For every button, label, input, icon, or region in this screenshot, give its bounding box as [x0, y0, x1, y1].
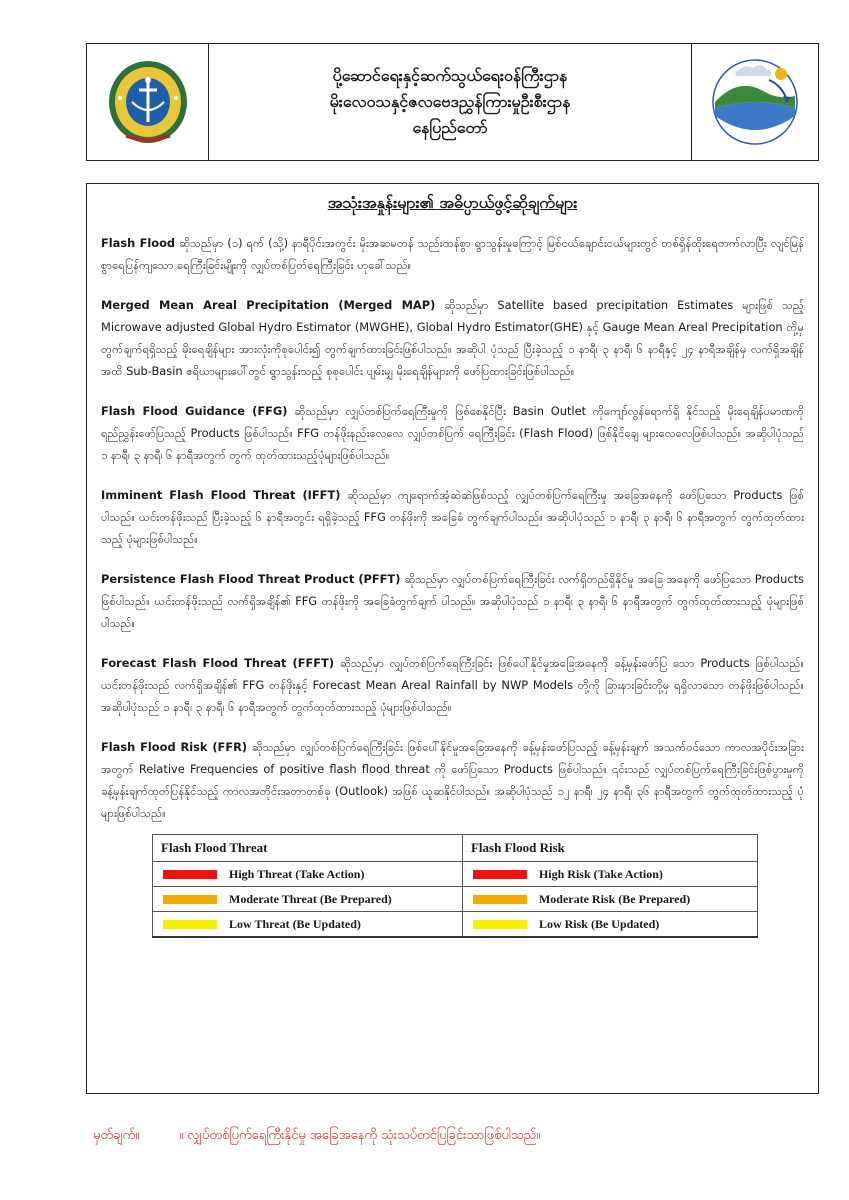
ministry-name: ပို့ဆောင်ရေးနှင့်ဆက်သွယ်ရေးဝန်ကြီးဌာန	[332, 66, 568, 85]
definition-paragraph	[101, 232, 804, 276]
definition-text: ဆိုသည်မှာ လျှပ်တစ်ပြက်ရေကြီးခြင်း ဖြစ်ပေါ်နိုင်မှုအခြေအနေကို ခန့်မှန်းဖော်ပြသည့် ခန့်မှန်းချက် အသက်ဝင်သော ကာလအပိုင်းအခြားအတွက် Relative Frequencies of positive flash flood threat ကို ဖော်ပြသော Products ဖြစ်ပါသည်။ ၎င်းသည် လျှပ်တစ်ပြက်ရေကြီးခြင်းဖြစ်ပွားမှုကို ခန့်မှန်းချက်ထုတ်ပြန်နိုင်သည့် ကာလအတိုင်းအတာတစ်ခု (Outlook) အဖြစ် ယူဆနိုင်ပါသည်။ အဆိုပါပုံသည် ၁၂ နာရီ၊ ၂၄ နာရီ၊ ၃၆ နာရီအတွက် တွက်ထုတ်ထားသည့် ပုံများဖြစ်ပါသည်။	[101, 740, 804, 820]
risk-level-label: Moderate Risk (Be Prepared)	[538, 891, 691, 906]
legend-threat-cell	[153, 887, 463, 912]
legend-risk-cell	[462, 912, 757, 938]
ministry-emblem-icon	[106, 58, 190, 146]
note-text: ။ လျှပ်တစ်ပြက်ရေကြီးနိုင်မှု အခြေအနေကို သုံးသပ်တင်ပြခြင်းသာဖြစ်ပါသည်။	[179, 1128, 541, 1143]
high-color-swatch	[163, 870, 217, 879]
definition-text: ဆိုသည်မှာ ကျရောက်အံ့ဆဲဆဲဖြစ်သည့် လျှပ်တစ်ပြက်ရေကြီးမှု အခြေအနေကို ဖော်ပြသော Products ဖြစ်ပါသည်။ ယင်းတန်ဖိုးသည် ပြီးခဲ့သည့် ၆ နာရီအတွင်း ရရှိခဲ့သည့် FFG တန်ဖိုးကို အခြေခံ တွက်ချက်ပါသည်။ အဆိုပါပုံသည် ၁ နာရီ၊ ၃ နာရီ၊ ၆ နာရီအတွက် တွက်ထုတ်ထားသည့် ပုံများဖြစ်ပါသည်။	[101, 488, 804, 546]
definition-text: ဆိုသည်မှာ (၁) ရက် (သို့) နာရီပိုင်းအတွင်း မိုးအဆမတန် သည်းထန်စွာ ရွာသွန်းမှုကြောင့် မြစ်ငယ်ချောင်းငယ်များတွင် တစ်ရှိန်ထိုးရေတက်လာပြီး လျင်မြန်စွာရေပြန်ကျသော ရေကြီးခြင်းမျိုးကို လျှပ်တစ်ပြတ်ရေကြီးခြင်း ဟုခေါ်သည်။	[101, 236, 804, 272]
threat-column-header: Flash Flood Threat	[153, 835, 463, 862]
legend-risk-cell	[462, 887, 757, 912]
definition-paragraph	[101, 652, 804, 718]
note-label: မှတ်ချက်။	[93, 1128, 140, 1143]
definition-term: Flash Flood Risk (FFR)	[101, 740, 248, 754]
footer-note	[93, 1126, 813, 1146]
definition-paragraph	[101, 568, 804, 634]
definitions-box	[86, 183, 819, 1094]
legend-row	[153, 862, 758, 887]
definition-paragraph	[101, 294, 804, 382]
definition-text: ဆိုသည်မှာ Satellite based precipitation Estimates များဖြစ် သည့် Microwave adjusted Global Hydro Estimator (MWGHE), Global Hydro Estimator(GHE) နှင့် Gauge Mean Areal Precipitation တို့မှ တွက်ချက်ရရှိသည့် မိုးရေချိန်များ အားလုံးကိုစုပေါင်း၍ တွက်ချက်ထားခြင်းဖြစ်ပါသည်။ အဆိုပါ ပုံသည် ပြီးခဲ့သည့် ၁ နာရီ၊ ၃ နာရီ၊ ၆ နာရီနှင့် ၂၄ နာရီအချိန်မှ လက်ရှိအချိန်အထိ Sub-Basin ဧရိယာများပေါ်တွင် ရွာသွန်းသည့် စုစုပေါင်း ပျမ်းမျှ မိုးရေချိန်များကို ဖော်ပြထားခြင်းဖြစ်ပါသည်။	[101, 298, 804, 378]
legend-row	[153, 887, 758, 912]
header-title-block	[209, 44, 692, 160]
hydrological-cycle-logo-icon	[709, 56, 801, 148]
moderate-color-swatch	[163, 895, 217, 904]
definition-term: Imminent Flash Flood Threat (IFFT)	[101, 488, 341, 502]
legend-header-row	[153, 835, 758, 862]
definition-paragraph	[101, 736, 804, 824]
definition-term: Forecast Flash Flood Threat (FFFT)	[101, 656, 335, 670]
risk-level-label: High Risk (Take Action)	[538, 866, 663, 881]
legend-row	[153, 912, 758, 938]
definition-term: Persistence Flash Flood Threat Product (PFFT)	[101, 572, 401, 586]
moderate-color-swatch	[473, 895, 527, 904]
threat-risk-legend-table	[152, 834, 758, 938]
threat-level-label: High Threat (Take Action)	[229, 866, 365, 881]
city-name: နေပြည်တော်	[412, 118, 488, 137]
definition-term: Merged Mean Areal Precipitation (Merged MAP)	[101, 298, 436, 312]
header-left-cell	[87, 44, 209, 160]
threat-level-label: Moderate Threat (Be Prepared)	[229, 891, 392, 906]
definition-text: ဆိုသည်မှာ လျှပ်တစ်ပြက်ရေကြီးခြင်း လက်ရှိတည်ရှိနိုင်မှု အခြေ အနေကို ဖော်ပြသော Products ဖြစ်ပါသည်။ ယင်းတန်ဖိုးသည် လက်ရှိအချိန်၏ FFG တန်ဖိုးကို အခြေခံတွက်ချက် ပါသည်။ အဆိုပါပုံသည် ၁ နာရီ၊ ၃ နာရီ၊ ၆ နာရီအတွက် တွက်ထုတ်ထားသည့် ပုံများဖြစ်ပါသည်။	[101, 572, 804, 630]
risk-column-header: Flash Flood Risk	[462, 835, 757, 862]
definition-paragraph	[101, 484, 804, 550]
definition-text: ဆိုသည်မှာ လျှပ်တစ်ပြက်ရေကြီးမှုကို ဖြစ်စေနိုင်ပြီး Basin Outlet ကိုကျော်လွန်ရောက်ရှိ နိုင်သည့် မိုးရေချိန်ပမာဏကို ရည်ညွှန်းဖော်ပြသည့် Products ဖြစ်ပါသည်။ FFG တန်ဖိုးနည်းလေလေ လျှပ်တစ်ပြက် ရေကြီးခြင်း (Flash Flood) ဖြစ်နိုင်ချေ များလေလေဖြစ်ပါသည်။ အဆိုပါပုံသည် ၁ နာရီ၊ ၃ နာရီ၊ ၆ နာရီအတွက် တွက် ထုတ်ထားသည့်ပုံများဖြစ်ပါသည်။	[101, 404, 805, 462]
threat-level-label: Low Threat (Be Updated)	[229, 916, 361, 931]
document-header	[86, 43, 819, 161]
low-color-swatch	[163, 920, 217, 929]
definition-term: Flash Flood Guidance (FFG)	[101, 404, 288, 418]
high-color-swatch	[473, 870, 527, 879]
legend-threat-cell	[153, 862, 463, 887]
header-right-cell	[692, 44, 818, 160]
definitions-title: အသုံးအနှုန်းများ၏ အဓိပ္ပာယ်ဖွင့်ဆိုချက်များ	[327, 193, 578, 212]
department-name: မိုးလေဝသနှင့်ဇလဗေဒညွှန်ကြားမှုဦးစီးဌာန	[329, 92, 571, 111]
legend-threat-cell	[153, 912, 463, 938]
legend-risk-cell	[462, 862, 757, 887]
definition-term: Flash Flood	[101, 236, 176, 250]
low-color-swatch	[473, 920, 527, 929]
definition-text: ဆိုသည်မှာ လျှပ်တစ်ပြက်ရေကြီးခြင်း ဖြစ်ပေါ်နိုင်မှုအခြေအနေကို ခန့်မှန်းဖော်ပြ သော Products ဖြစ်ပါသည်။ ယင်းတန်ဖိုးသည် လက်ရှိအချိန်၏ FFG တန်ဖိုးနှင့် Forecast Mean Areal Rainfall by NWP Models တို့ကို ခြားနားခြင်းတို့မှ ရရှိလာသော တန်ဖိုးဖြစ်ပါသည်။ အဆိုပါပုံသည် ၁ နာရီ၊ ၃ နာရီ၊ ၆ နာရီအတွက် တွက်ထုတ်ထားသည့် ပုံများဖြစ်ပါသည်။	[101, 656, 804, 714]
risk-level-label: Low Risk (Be Updated)	[538, 916, 660, 931]
definition-paragraph	[101, 400, 804, 466]
